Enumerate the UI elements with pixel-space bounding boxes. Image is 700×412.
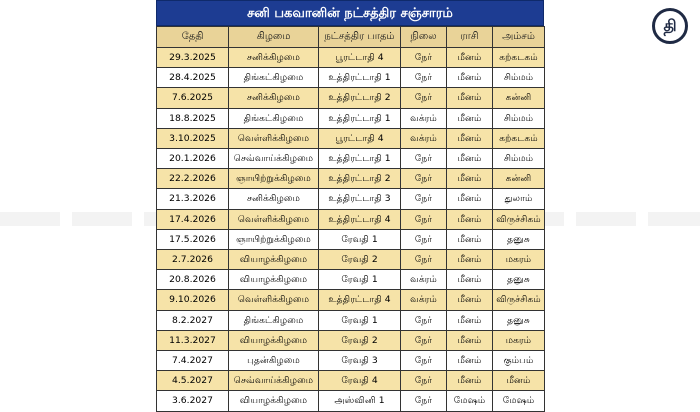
column-header-amsam: அம்சம் (493, 27, 545, 48)
rasi-cell: மீனம் (447, 270, 493, 290)
star-pada-cell: உத்திரட்டாதி 3 (319, 189, 401, 209)
column-header-star-pada: நட்சத்திர பாதம் (319, 27, 401, 48)
date-cell: 20.1.2026 (157, 149, 229, 169)
state-cell: நேர் (401, 88, 447, 108)
weekday-cell: சனிக்கிழமை (229, 48, 319, 68)
date-cell: 3.6.2027 (157, 391, 229, 411)
star-pada-cell: உத்திரட்டாதி 4 (319, 290, 401, 310)
rasi-cell: மீனம் (447, 169, 493, 189)
date-cell: 21.3.2026 (157, 189, 229, 209)
weekday-cell: வெள்ளிக்கிழமை (229, 209, 319, 229)
table-body (157, 48, 545, 412)
date-cell: 20.8.2026 (157, 270, 229, 290)
table-row (157, 391, 545, 411)
table-row (157, 169, 545, 189)
state-cell: வக்ரம் (401, 128, 447, 148)
weekday-cell: வியாழக்கிழமை (229, 250, 319, 270)
amsam-cell: விருச்சிகம் (493, 290, 545, 310)
rasi-cell: மீனம் (447, 351, 493, 371)
date-cell: 28.4.2025 (157, 68, 229, 88)
weekday-cell: செவ்வாய்க்கிழமை (229, 149, 319, 169)
table-row (157, 189, 545, 209)
amsam-cell: சிம்மம் (493, 149, 545, 169)
table-row (157, 149, 545, 169)
weekday-cell: சனிக்கிழமை (229, 189, 319, 209)
rasi-cell: மீனம் (447, 108, 493, 128)
date-cell: 22.2.2026 (157, 169, 229, 189)
date-cell: 7.4.2027 (157, 351, 229, 371)
star-pada-cell: அஸ்வினி 1 (319, 391, 401, 411)
rasi-cell: மீனம் (447, 149, 493, 169)
weekday-cell: வியாழக்கிழமை (229, 270, 319, 290)
table-row (157, 330, 545, 350)
logo-glyph: தி (663, 16, 677, 35)
amsam-cell: கன்னி (493, 169, 545, 189)
amsam-cell: தனுசு (493, 310, 545, 330)
date-cell: 29.3.2025 (157, 48, 229, 68)
star-pada-cell: உத்திரட்டாதி 4 (319, 209, 401, 229)
weekday-cell: வெள்ளிக்கிழமை (229, 290, 319, 310)
star-pada-cell: உத்திரட்டாதி 1 (319, 108, 401, 128)
state-cell: வக்ரம் (401, 270, 447, 290)
rasi-cell: மீனம் (447, 330, 493, 350)
amsam-cell: துலாம் (493, 189, 545, 209)
rasi-cell: மீனம் (447, 250, 493, 270)
rasi-cell: மீனம் (447, 209, 493, 229)
header-row (157, 27, 545, 48)
table-row (157, 270, 545, 290)
table-row (157, 310, 545, 330)
column-header-rasi: ராசி (447, 27, 493, 48)
amsam-cell: கற்கடகம் (493, 128, 545, 148)
weekday-cell: வியாழக்கிழமை (229, 330, 319, 350)
table-row (157, 229, 545, 249)
weekday-cell: திங்கட்கிழமை (229, 68, 319, 88)
date-cell: 9.10.2026 (157, 290, 229, 310)
state-cell: நேர் (401, 351, 447, 371)
star-pada-cell: உத்திரட்டாதி 2 (319, 169, 401, 189)
table-row (157, 128, 545, 148)
state-cell: நேர் (401, 149, 447, 169)
state-cell: நேர் (401, 250, 447, 270)
date-cell: 2.7.2026 (157, 250, 229, 270)
weekday-cell: ஞாயிற்றுக்கிழமை (229, 229, 319, 249)
amsam-cell: சிம்மம் (493, 68, 545, 88)
state-cell: நேர் (401, 68, 447, 88)
star-pada-cell: பூரட்டாதி 4 (319, 48, 401, 68)
star-pada-cell: உத்திரட்டாதி 1 (319, 68, 401, 88)
amsam-cell: தனுசு (493, 229, 545, 249)
amsam-cell: தனுசு (493, 270, 545, 290)
star-pada-cell: உத்திரட்டாதி 1 (319, 149, 401, 169)
rasi-cell: மீனம் (447, 229, 493, 249)
weekday-cell: திங்கட்கிழமை (229, 310, 319, 330)
table-header (157, 27, 545, 48)
star-pada-cell: ரேவதி 1 (319, 229, 401, 249)
state-cell: நேர் (401, 371, 447, 391)
date-cell: 7.6.2025 (157, 88, 229, 108)
table-row (157, 48, 545, 68)
state-cell: நேர் (401, 391, 447, 411)
star-pada-cell: ரேவதி 4 (319, 371, 401, 391)
rasi-cell: மீனம் (447, 290, 493, 310)
transit-table (156, 26, 545, 412)
star-pada-cell: ரேவதி 3 (319, 351, 401, 371)
rasi-cell: மீனம் (447, 189, 493, 209)
weekday-cell: சனிக்கிழமை (229, 88, 319, 108)
column-header-weekday: கிழமை (229, 27, 319, 48)
weekday-cell: திங்கட்கிழமை (229, 108, 319, 128)
star-pada-cell: உத்திரட்டாதி 2 (319, 88, 401, 108)
table-title: சனி பகவானின் நட்சத்திர சஞ்சாரம் (156, 0, 544, 26)
rasi-cell: மீனம் (447, 310, 493, 330)
weekday-cell: வெள்ளிக்கிழமை (229, 128, 319, 148)
table-row (157, 88, 545, 108)
star-pada-cell: ரேவதி 1 (319, 310, 401, 330)
table-row (157, 250, 545, 270)
table-row (157, 290, 545, 310)
publisher-logo (652, 8, 688, 44)
table-row (157, 68, 545, 88)
amsam-cell: மகரம் (493, 250, 545, 270)
date-cell: 3.10.2025 (157, 128, 229, 148)
amsam-cell: மேஷம் (493, 391, 545, 411)
date-cell: 4.5.2027 (157, 371, 229, 391)
transit-table-container (156, 0, 544, 407)
date-cell: 17.4.2026 (157, 209, 229, 229)
state-cell: நேர் (401, 48, 447, 68)
rasi-cell: மீனம் (447, 371, 493, 391)
date-cell: 8.2.2027 (157, 310, 229, 330)
state-cell: நேர் (401, 229, 447, 249)
state-cell: நேர் (401, 330, 447, 350)
table-row (157, 209, 545, 229)
amsam-cell: சிம்மம் (493, 108, 545, 128)
amsam-cell: மகரம் (493, 330, 545, 350)
state-cell: நேர் (401, 209, 447, 229)
state-cell: நேர் (401, 310, 447, 330)
date-cell: 11.3.2027 (157, 330, 229, 350)
amsam-cell: கன்னி (493, 88, 545, 108)
amsam-cell: மீனம் (493, 371, 545, 391)
rasi-cell: மீனம் (447, 48, 493, 68)
state-cell: வக்ரம் (401, 290, 447, 310)
table-row (157, 351, 545, 371)
date-cell: 17.5.2026 (157, 229, 229, 249)
amsam-cell: கற்கடகம் (493, 48, 545, 68)
date-cell: 18.8.2025 (157, 108, 229, 128)
column-header-state: நிலை (401, 27, 447, 48)
rasi-cell: மீனம் (447, 88, 493, 108)
star-pada-cell: ரேவதி 1 (319, 270, 401, 290)
weekday-cell: புதன்கிழமை (229, 351, 319, 371)
star-pada-cell: பூரட்டாதி 4 (319, 128, 401, 148)
amsam-cell: கும்பம் (493, 351, 545, 371)
state-cell: நேர் (401, 189, 447, 209)
state-cell: வக்ரம் (401, 108, 447, 128)
table-row (157, 108, 545, 128)
rasi-cell: மீனம் (447, 68, 493, 88)
column-header-date: தேதி (157, 27, 229, 48)
table-row (157, 371, 545, 391)
weekday-cell: ஞாயிற்றுக்கிழமை (229, 169, 319, 189)
weekday-cell: செவ்வாய்க்கிழமை (229, 371, 319, 391)
state-cell: நேர் (401, 169, 447, 189)
weekday-cell: வியாழக்கிழமை (229, 391, 319, 411)
amsam-cell: விருச்சிகம் (493, 209, 545, 229)
star-pada-cell: ரேவதி 2 (319, 250, 401, 270)
rasi-cell: மேஷம் (447, 391, 493, 411)
rasi-cell: மீனம் (447, 128, 493, 148)
star-pada-cell: ரேவதி 2 (319, 330, 401, 350)
